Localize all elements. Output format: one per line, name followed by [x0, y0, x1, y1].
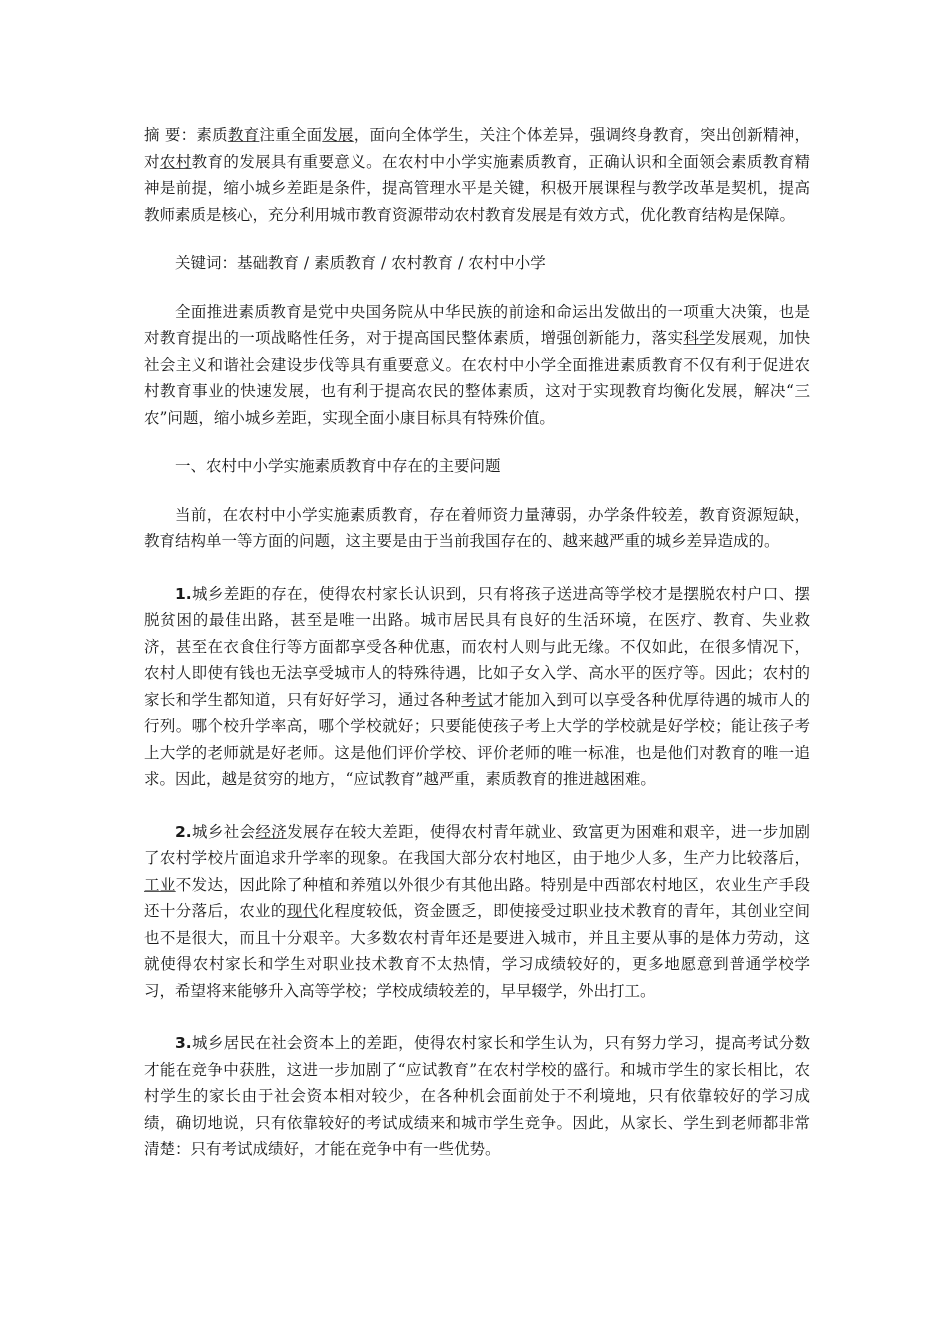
link-modern[interactable]: 现代	[286, 902, 319, 920]
document-page	[144, 122, 810, 1163]
link-industry[interactable]: 工业	[144, 875, 176, 894]
point-1-number: 1.	[175, 584, 192, 603]
link-education[interactable]: 教育	[227, 126, 260, 144]
link-development[interactable]: 发展	[322, 126, 354, 144]
keywords-paragraph: 关键词：基础教育 / 素质教育 / 农村教育 / 农村中小学	[175, 254, 546, 272]
section-heading: 一、农村中小学实施素质教育中存在的主要问题	[175, 457, 501, 475]
link-economy[interactable]: 经济	[255, 822, 288, 841]
link-exam[interactable]: 考试	[461, 690, 494, 709]
abstract-label: 摘 要：	[144, 126, 197, 144]
point-1-paragraph: 1.城乡差距的存在，使得农村家长认识到，只有将孩子送进高等学校才是摆脱农村户口、摆脱贫困的最佳出路，甚至是唯一出路。城市居民具有良好的生活环境，在医疗、教育、失业救济，甚至在衣食住行等方面都享受各种优惠，而农村人则与此无缘。不仅如此，在很多情况下，农村人即使有钱也无法享受城市人的特殊待遇，比如子女入学、高水平的医疗等。因此；农村的家长和学生都知道，只有好好学习，通过各种考试才能加入到可以享受各种优厚待遇的城市人的行列。哪个校升学率高，哪个学校就好；只要能使孩子考上大学的学校就是好学校；能让孩子考上大学的老师就是好老师。这是他们评价学校、评价老师的唯一标准，也是他们对教育的唯一追求。因此，越是贫穷的地方，“应试教育”越严重，素质教育的推进越困难。	[144, 584, 810, 788]
link-rural[interactable]: 农村	[159, 152, 192, 171]
point-2-number: 2.	[175, 822, 192, 841]
intro-paragraph: 全面推进素质教育是党中央国务院从中华民族的前途和命运出发做出的一项重大决策，也是对教育提出的一项战略性任务，对于提高国民整体素质，增强创新能力，落实科学发展观，加快社会主义和谐社会建设步伐等具有重要意义。在农村中小学全面推进素质教育不仅有利于促进农村教育事业的快速发展，也有利于提高农民的整体素质，这对于实现教育均衡化发展，解决“三农”问题，缩小城乡差距，实现全面小康目标具有特殊价值。	[144, 302, 810, 427]
point-3-number: 3.	[175, 1034, 192, 1052]
point-2-paragraph: 2.城乡社会经济发展存在较大差距，使得农村青年就业、致富更为困难和艰辛，进一步加剧了农村学校片面追求升学率的现象。在我国大部分农村地区，由于地少人多，生产力比较落后，工业不发达，因此除了种植和养殖以外很少有其他出路。特别是中西部农村地区，农业生产手段还十分落后，农业的现代化程度较低，资金匮乏，即使接受过职业技术教育的青年，其创业空间也不是很大，而且十分艰辛。大多数农村青年还是要进入城市，并且主要从事的是体力劳动，这就使得农村家长和学生对职业技术教育不太热情，学习成绩较好的，更多地愿意到普通学校学习，希望将来能够升入高等学校；学校成绩较差的，早早辍学，外出打工。	[144, 822, 810, 1000]
point-3-paragraph: 3.城乡居民在社会资本上的差距，使得农村家长和学生认为，只有努力学习，提高考试分数才能在竞争中获胜，这进一步加剧了“应试教育”在农村学校的盛行。和城市学生的家长相比，农村学生的家长由于社会资本相对较少，在各种机会面前处于不利境地，只有依靠较好的学习成绩，确切地说，只有依靠较好的考试成绩来和城市学生竞争。因此，从家长、学生到老师都非常清楚：只有考试成绩好，才能在竞争中有一些优势。	[144, 1034, 810, 1158]
section-intro-paragraph: 当前，在农村中小学实施素质教育，存在着师资力量薄弱，办学条件较差，教育资源短缺，教育结构单一等方面的问题，这主要是由于当前我国存在的、越来越严重的城乡差异造成的。	[144, 505, 810, 550]
link-science[interactable]: 科学	[683, 329, 716, 347]
abstract-paragraph: 摘 要：素质教育注重全面发展，面向全体学生，关注个体差异，强调终身教育，突出创新精神，对农村教育的发展具有重要意义。在农村中小学实施素质教育，正确认识和全面领会素质教育精神是前提，缩小城乡差距是条件，提高管理水平是关键，积极开展课程与教学改革是契机，提高教师素质是核心，充分利用城市教育资源带动农村教育发展是有效方式，优化教育结构是保障。	[144, 126, 810, 224]
